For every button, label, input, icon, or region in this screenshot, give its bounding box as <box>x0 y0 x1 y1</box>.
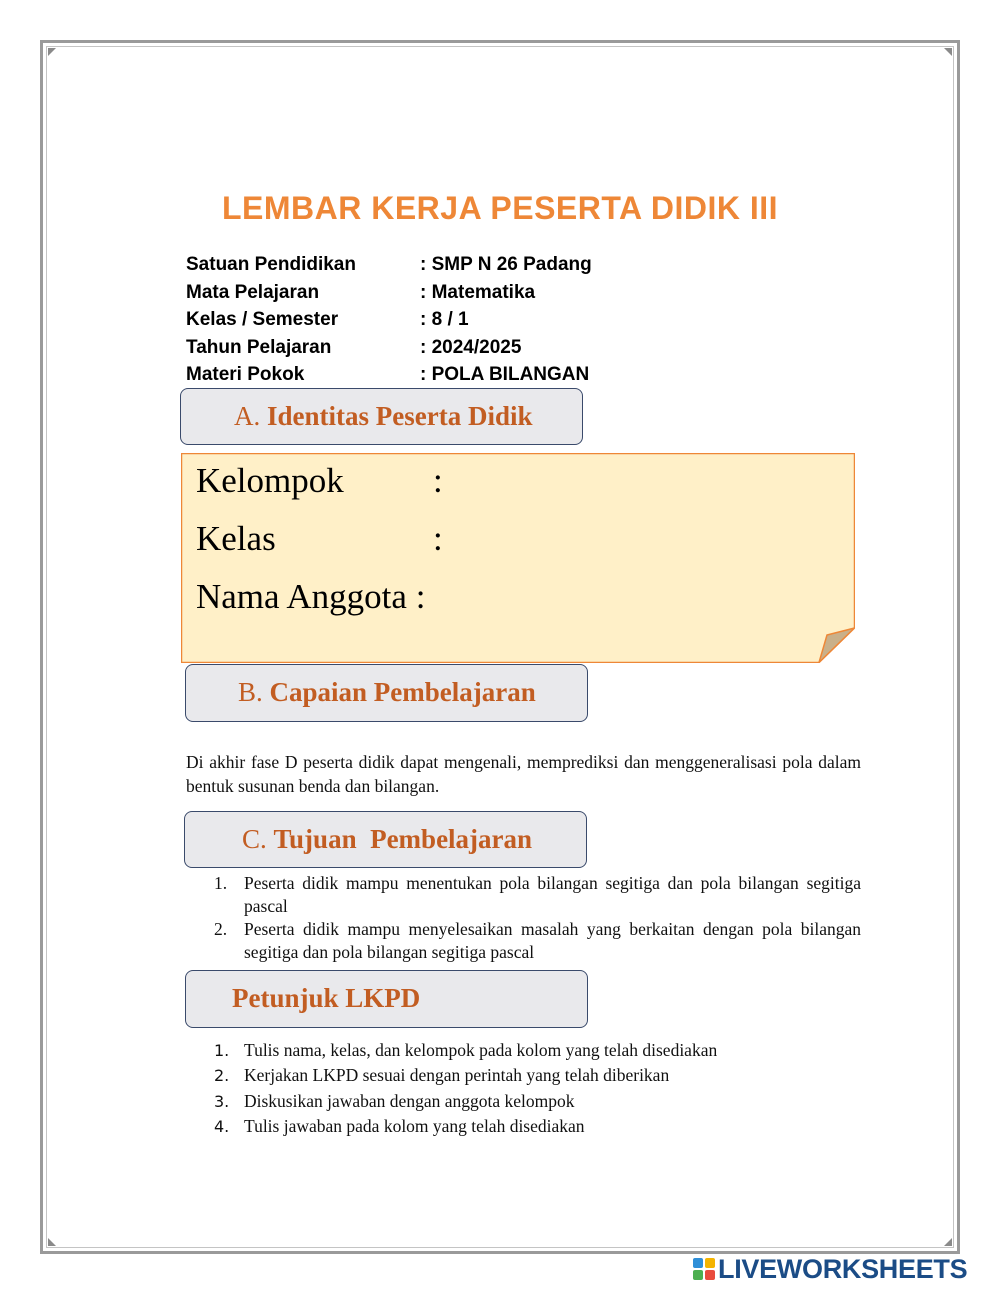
identity-label: Kelas <box>196 519 276 558</box>
capaian-text: Di akhir fase D peserta didik dapat mengenali, memprediksi dan menggeneralisasi pola dalam bentuk susunan benda dan bilangan. <box>186 752 861 796</box>
info-value: : SMP N 26 Padang <box>420 254 592 275</box>
list-number: 3. <box>214 1091 230 1111</box>
liveworksheets-logo[interactable] <box>692 1254 967 1284</box>
brand-name: LIVEWORKSHEETS <box>718 1253 968 1284</box>
identity-row-kelompok <box>196 461 443 501</box>
section-letter: B. <box>238 677 263 707</box>
section-title: Identitas Peserta Didik <box>267 401 533 431</box>
info-label: Mata Pelajaran <box>186 281 320 303</box>
tujuan-list <box>186 872 861 964</box>
identity-note-box <box>181 453 855 663</box>
section-title: Tujuan Pembelajaran <box>273 824 533 854</box>
list-text: Diskusikan jawaban dengan anggota kelompok <box>244 1090 575 1111</box>
info-label: Kelas / Semester <box>186 309 339 330</box>
section-a-header <box>180 388 583 445</box>
identity-colon: : <box>433 461 443 500</box>
identity-colon: : <box>415 577 426 616</box>
list-number: 2. <box>214 919 228 939</box>
liveworksheets-logo-icon <box>692 1257 716 1281</box>
identity-label: Kelompok <box>196 461 344 500</box>
list-item <box>186 1063 861 1088</box>
identity-label: Nama Anggota <box>196 577 407 616</box>
section-letter: C. <box>242 824 267 854</box>
list-number: 2. <box>214 1066 230 1086</box>
info-row <box>186 361 592 389</box>
info-value: : 2024/2025 <box>420 336 522 358</box>
info-value: : 8 / 1 <box>420 309 469 330</box>
worksheet-title: LEMBAR KERJA PESERTA DIDIK III <box>221 190 779 226</box>
list-text: Tulis nama, kelas, dan kelompok pada kolom yang telah disediakan <box>244 1040 718 1060</box>
list-number: 1. <box>214 873 228 893</box>
info-row <box>186 251 592 279</box>
corner-ornament <box>48 1238 56 1246</box>
info-value: : POLA BILANGAN <box>420 364 590 385</box>
list-number: 1. <box>214 1041 230 1060</box>
corner-ornament <box>944 1238 952 1246</box>
info-row <box>186 279 592 307</box>
list-text: Peserta didik mampu menentukan pola bilangan segitiga dan pola bilangan segitiga pascal <box>244 873 861 916</box>
identity-row-nama-anggota <box>196 577 425 617</box>
info-label: Materi Pokok <box>186 364 305 385</box>
info-row <box>186 334 592 362</box>
info-value: : Matematika <box>420 281 536 303</box>
info-row <box>186 306 592 334</box>
info-label: Tahun Pelajaran <box>186 336 332 358</box>
list-text: Tulis jawaban pada kolom yang telah disediakan <box>244 1115 585 1136</box>
section-b-header <box>185 664 588 722</box>
list-item <box>186 918 861 964</box>
section-c-header <box>184 811 587 868</box>
identity-colon: : <box>433 519 443 558</box>
list-number: 4. <box>214 1116 230 1136</box>
section-petunjuk-header <box>185 970 588 1028</box>
list-item <box>186 1114 861 1139</box>
identity-row-kelas <box>196 519 443 559</box>
school-info <box>186 251 592 389</box>
section-title: Capaian Pembelajaran <box>269 677 536 707</box>
corner-ornament <box>48 48 56 56</box>
petunjuk-list <box>186 1038 861 1139</box>
list-item <box>186 872 861 918</box>
corner-ornament <box>944 48 952 56</box>
list-text: Peserta didik mampu menyelesaikan masalah yang berkaitan dengan pola bilangan segitiga dan pola bilangan segitiga pascal <box>244 919 861 962</box>
list-text: Kerjakan LKPD sesuai dengan perintah yang telah diberikan <box>244 1065 670 1086</box>
section-title: Petunjuk LKPD <box>232 983 421 1013</box>
section-letter: A. <box>234 401 261 431</box>
list-item <box>186 1038 861 1063</box>
info-label: Satuan Pendidikan <box>186 254 356 275</box>
list-item <box>186 1089 861 1114</box>
